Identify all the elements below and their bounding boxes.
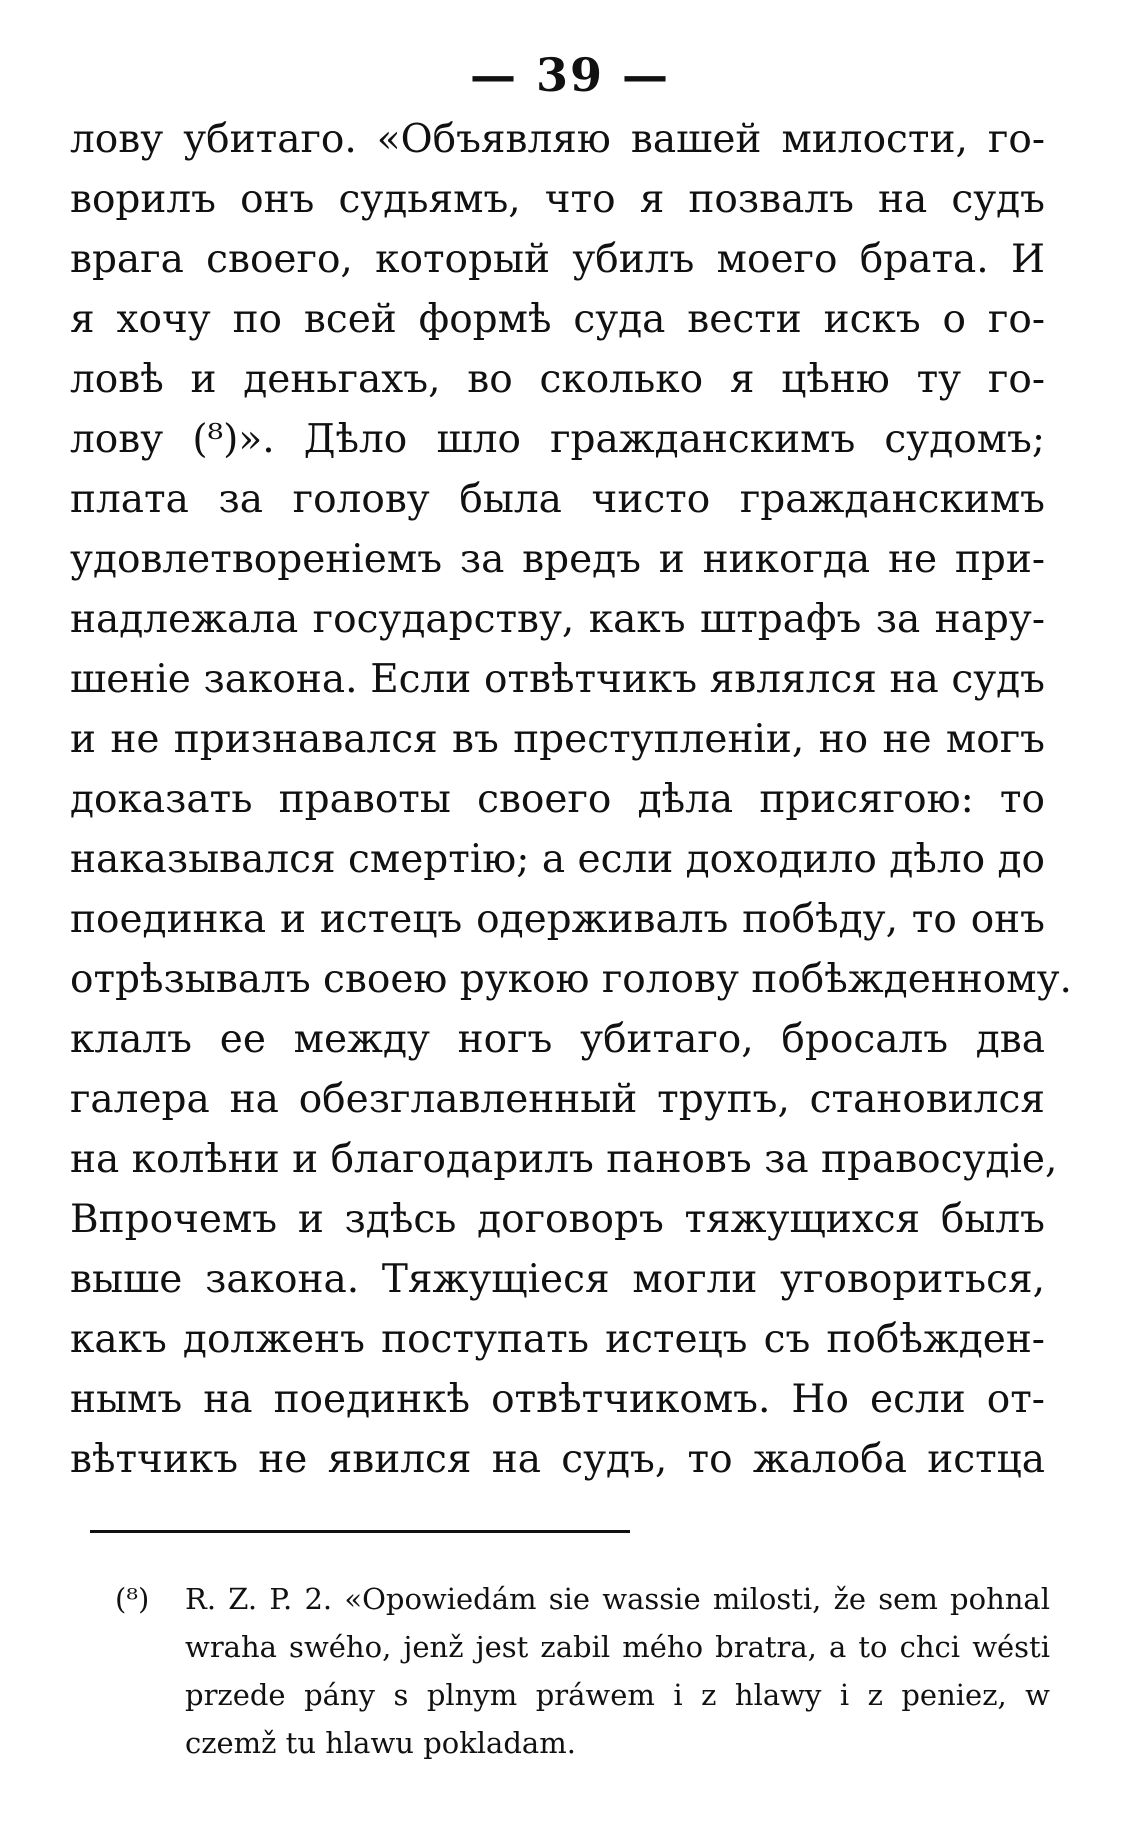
page-number: — 39 — [469,48,671,102]
footnote-line: przede pány s plnym práwem i z hlawy i z peniez, w [185,1678,1050,1712]
body-line: я хочу по всей формѣ суда вести искъ о го- [70,297,1045,342]
body-line: надлежала государству, какъ штрафъ за нару- [70,597,1045,642]
body-line: клалъ ее между ногъ убитаго, бросалъ два [70,1017,1045,1062]
body-line: какъ долженъ поступать истецъ съ побѣжден- [70,1317,1045,1362]
body-line: шеніе закона. Если отвѣтчикъ являлся на судъ [70,657,1045,702]
footnote-line: R. Z. P. 2. «Opowiedám sie wassie milosti, že sem pohnal [185,1582,1050,1616]
body-line: отрѣзывалъ своею рукою голову побѣжденному. [70,957,1072,1002]
footnote-divider [90,1530,630,1533]
body-line: и не признавался въ преступленіи, но не могъ [70,717,1045,762]
body-line: ловѣ и деньгахъ, во сколько я цѣню ту го- [70,357,1045,402]
body-line: наказывался смертію; а если доходило дѣло до [70,837,1045,882]
footnote-line: czemž tu hlawu pokladam. [185,1726,576,1760]
body-line: плата за голову была чисто гражданскимъ [70,477,1045,522]
body-text [70,110,1072,1490]
body-line: лову (⁸)». Дѣло шло гражданскимъ судомъ; [70,417,1045,462]
body-line: поединка и истецъ одерживалъ побѣду, то онъ [70,897,1045,942]
body-line: нымъ на поединкѣ отвѣтчикомъ. Но если от- [70,1377,1045,1422]
body-line: врага своего, который убилъ моего брата. И [70,237,1045,282]
body-line: Впрочемъ и здѣсь договоръ тяжущихся былъ [70,1197,1045,1242]
footnote-marker: (⁸) [115,1582,150,1616]
footnote-text [185,1575,1050,1767]
body-line: ворилъ онъ судьямъ, что я позвалъ на судъ [70,177,1045,222]
footnote-line: wraha swého, jenž jest zabil mého bratra, a to chci wésti [185,1630,1050,1664]
body-line: выше закона. Тяжущіеся могли уговориться, [70,1257,1045,1302]
body-line: лову убитаго. «Объявляю вашей милости, го- [70,117,1045,162]
body-line: удовлетвореніемъ за вредъ и никогда не при- [70,537,1045,582]
body-line: вѣтчикъ не явился на судъ, то жалоба истца [70,1437,1045,1482]
body-line: галера на обезглавленный трупъ, становился [70,1077,1045,1122]
body-line: доказать правоты своего дѣла присягою: то [70,777,1045,822]
body-line: на колѣни и благодарилъ пановъ за правосудіе, [70,1137,1058,1182]
